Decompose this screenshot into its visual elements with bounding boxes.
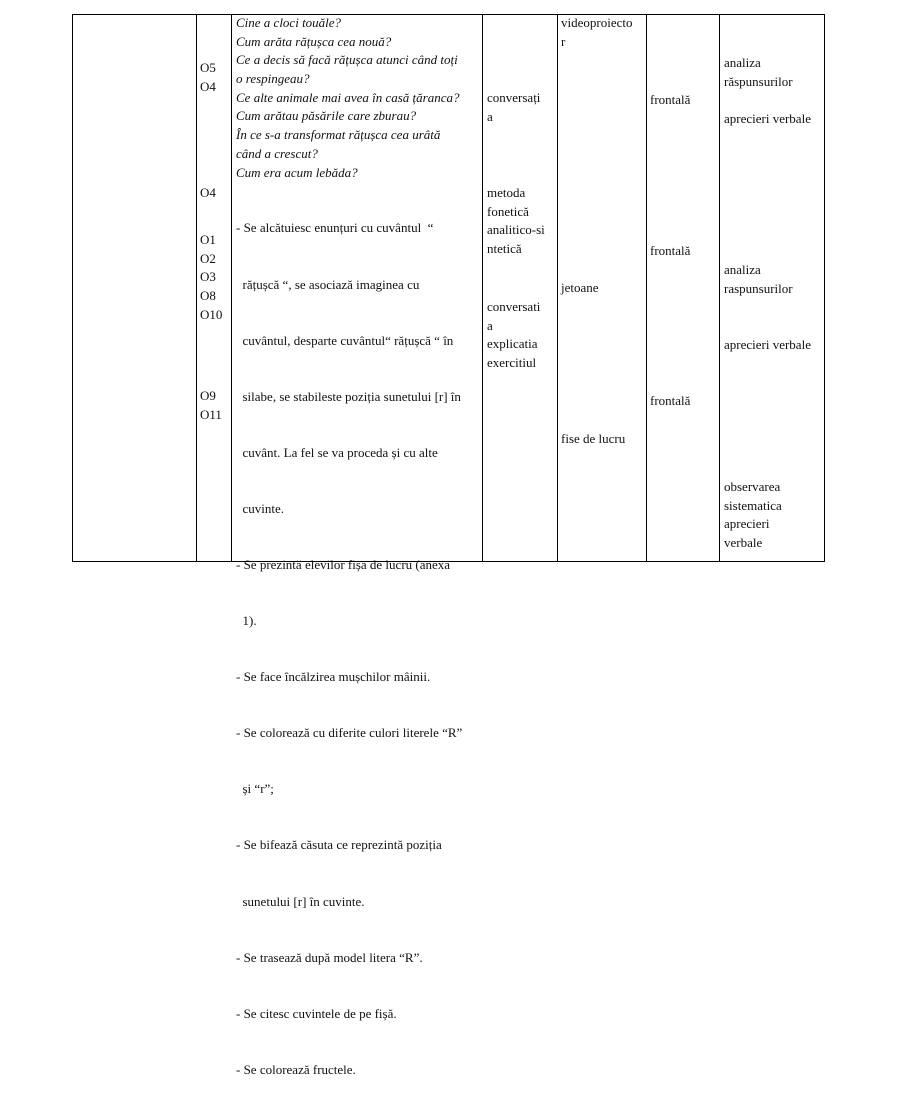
evaluation-item: raspunsurilor — [724, 280, 793, 296]
objective-code: O10 — [200, 306, 223, 322]
evaluation-group — [724, 54, 793, 91]
organization-form: frontală — [650, 243, 691, 258]
question: În ce s-a transformat rățușca cea urâtă — [236, 127, 441, 143]
activity-step: silabe, se stabileste poziția sunetului [r] în — [236, 388, 461, 404]
objective-code: O8 — [200, 288, 216, 304]
objective-code: O5 — [200, 60, 216, 75]
resource-text: r — [561, 33, 566, 49]
evaluation-item: aprecieri verbale — [724, 111, 811, 126]
evaluation-item: verbale — [724, 535, 763, 551]
evaluation-item: aprecieri verbale — [724, 337, 811, 352]
objective-code: O11 — [200, 406, 222, 422]
evaluation-group — [724, 110, 811, 129]
question: Ce alte animale mai avea în casă țăranca? — [236, 89, 460, 105]
question: Cum arătau păsările care zburau? — [236, 108, 417, 124]
activity-step: - Se bifează căsuta ce reprezintă poziția — [236, 837, 442, 853]
method-item: a — [487, 108, 493, 124]
objectives-group — [200, 59, 216, 96]
method-item: metoda — [487, 185, 526, 200]
resource-item — [561, 14, 632, 51]
resource-item — [561, 430, 625, 449]
organization-form: frontală — [650, 92, 691, 107]
activity-step: cuvinte. — [236, 500, 285, 516]
methods-group — [487, 184, 545, 259]
objectives-group — [200, 184, 216, 203]
resource-item — [561, 279, 599, 298]
method-item: conversați — [487, 90, 541, 105]
evaluation-item: aprecieri — [724, 516, 770, 532]
method-item: fonetică — [487, 203, 529, 219]
method-item: a — [487, 317, 493, 333]
question: când a crescut? — [236, 145, 318, 161]
method-item: analitico-si — [487, 222, 545, 238]
method-item: exercitiul — [487, 355, 537, 371]
activity-step: - Se citesc cuvintele de pe fișă. — [236, 1005, 397, 1021]
evaluation-item: sistematica — [724, 497, 782, 513]
question: Cum era acum lebăda? — [236, 164, 358, 180]
column-divider — [719, 15, 720, 561]
activity-step: - Se colorează fructele. — [236, 1061, 356, 1077]
evaluation-item: analiza — [724, 55, 761, 70]
evaluation-item: răspunsurilor — [724, 73, 793, 89]
evaluation-group — [724, 336, 811, 355]
method-item: ntetică — [487, 241, 522, 257]
objectives-group — [200, 231, 222, 324]
method-item: conversati — [487, 299, 541, 314]
objective-code: O3 — [200, 269, 216, 285]
methods-group — [487, 89, 540, 126]
activity-step: - Se trasează după model litera “R”. — [236, 949, 423, 965]
question: Cum arăta rățușca cea nouă? — [236, 33, 392, 49]
method-item: explicatia — [487, 336, 538, 352]
activity-step: 1). — [236, 613, 257, 629]
objective-code: O1 — [200, 232, 216, 247]
column-divider — [231, 15, 232, 561]
objective-code: O4 — [200, 78, 216, 94]
resource-text: fise de lucru — [561, 431, 626, 446]
activity-steps — [236, 182, 462, 1117]
activity-step: cuvânt. La fel se va proceda și cu alte — [236, 444, 438, 460]
column-divider — [196, 15, 197, 561]
activity-step: și “r”; — [236, 781, 274, 797]
objective-code: O4 — [200, 185, 216, 200]
evaluation-item: analiza — [724, 262, 761, 277]
column-divider — [557, 15, 558, 561]
activity-step: - Se prezintă elevilor fișa de lucru (anexa — [236, 556, 451, 572]
activity-step: cuvântul, desparte cuvântul“ rățușcă “ în — [236, 332, 454, 348]
methods-group — [487, 298, 540, 373]
activity-step: sunetului [r] în cuvinte. — [236, 893, 365, 909]
activity-step: - Se face încălzirea mușchilor mâinii. — [236, 669, 431, 685]
organization-form: frontală — [650, 393, 691, 408]
activity-step: rățușcă “, se asociază imaginea cu — [236, 276, 420, 292]
activity-step: - Se colorează cu diferite culori literele “R” — [236, 725, 463, 741]
evaluation-group — [724, 478, 782, 553]
question: Ce a decis să facă rățușca atunci când toți — [236, 52, 458, 68]
objectives-group — [200, 387, 222, 424]
resource-text: jetoane — [561, 280, 599, 295]
question: o respingeau? — [236, 71, 310, 87]
activity-step: - Se alcătuiesc enunțuri cu cuvântul “ — [236, 220, 434, 236]
column-divider — [482, 15, 483, 561]
objective-code: O9 — [200, 388, 216, 403]
evaluation-group — [724, 261, 793, 298]
resource-text: videoproiecto — [561, 15, 633, 30]
evaluation-item: observarea — [724, 479, 781, 494]
column-divider — [646, 15, 647, 561]
question: Cine a cloci touăle? — [236, 15, 342, 30]
discussion-questions — [236, 14, 460, 182]
objective-code: O2 — [200, 250, 216, 266]
